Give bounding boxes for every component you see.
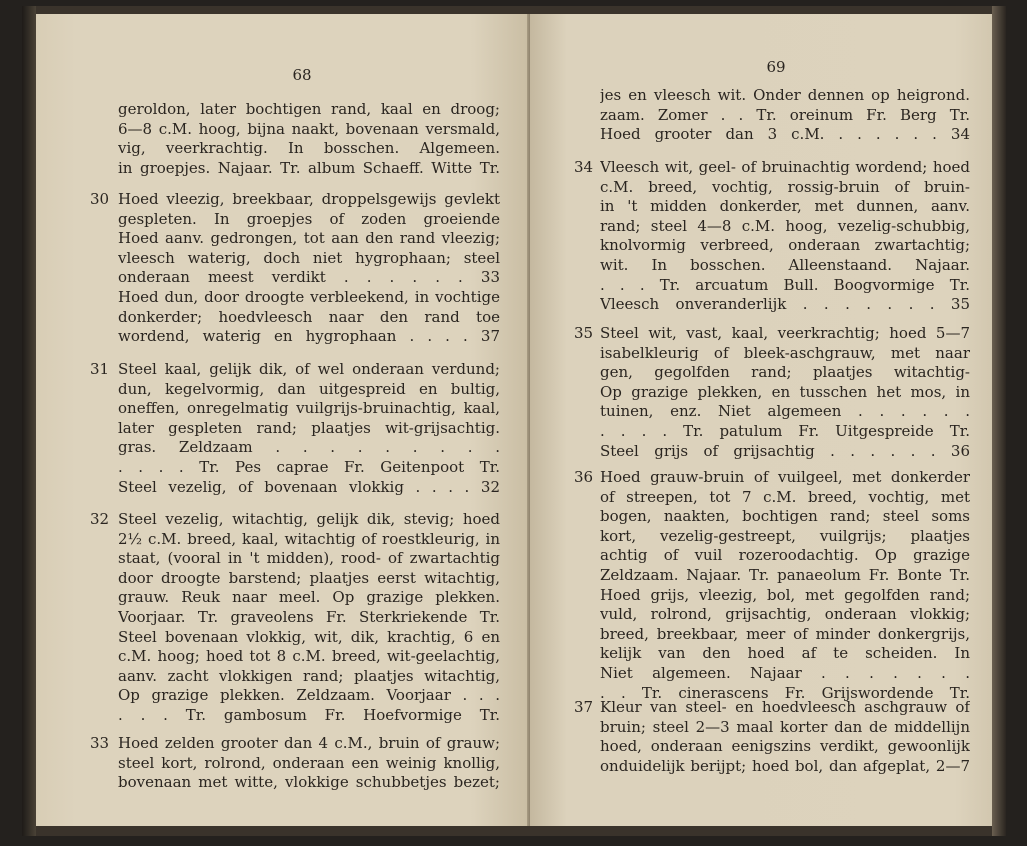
text-line: achtig of vuil rozeroodachtig. Op grazige	[600, 546, 970, 565]
text-line: gespleten. In groepjes of zoden groeiende	[118, 209, 500, 228]
text-line: donkerder; hoedvleesch naar den rand toe	[118, 307, 500, 326]
text-paragraph	[600, 86, 970, 145]
text-line: Steel bovenaan vlokkig, wit, dik, krachtig, 6 en	[118, 627, 500, 646]
text-line: . . . . Tr. Pes caprae Fr. Geitenpoot Tr.	[118, 457, 500, 476]
text-line: wordend, waterig en hygrophaan . . . . 37	[118, 327, 500, 346]
text-line: tuinen, enz. Niet algemeen . . . . . .	[600, 402, 970, 421]
text-line: Hoed vleezig, breekbaar, droppelsgewijs gevlekt	[118, 190, 500, 208]
text-line: kelijk van den hoed af te scheiden. In	[600, 644, 970, 663]
open-book	[22, 6, 1006, 836]
text-line: Hoed aanv. gedrongen, tot aan den rand vleezig;	[118, 229, 500, 248]
text-line: onduidelijk berijpt; hoed bol, dan afgeplat, 2—7	[600, 756, 970, 775]
text-line: 6—8 c.M. hoog, bijna naakt, bovenaan versmald,	[118, 119, 500, 138]
text-line: Hoed grijs, vleezig, bol, met gegolfden rand;	[600, 585, 970, 604]
text-line: grauw. Reuk naar meel. Op grazige plekken.	[118, 588, 500, 607]
text-paragraph	[600, 698, 970, 776]
text-line: jes en vleesch wit. Onder dennen op heigrond.	[600, 86, 970, 104]
text-line: gen, gegolfden rand; plaatjes witachtig-	[600, 363, 970, 382]
text-line: vuld, rolrond, grijsachtig, onderaan vlokkig;	[600, 605, 970, 624]
page-number: 68	[292, 66, 312, 84]
text-line: wit. In bosschen. Alleenstaand. Najaar.	[600, 255, 970, 274]
page-number: 69	[766, 58, 786, 76]
text-line: breed, breekbaar, meer of minder donkergrijs,	[600, 624, 970, 643]
text-line: knolvormig verbreed, onderaan zwartachtig;	[600, 236, 970, 255]
text-line: c.M. breed, vochtig, rossig-bruin of bruin-	[600, 177, 970, 196]
text-line: hoed, onderaan eenigszins verdikt, gewoonlijk	[600, 737, 970, 756]
text-line: later gespleten rand; plaatjes wit-grijsachtig.	[118, 418, 500, 437]
text-line: c.M. hoog; hoed tot 8 c.M. breed, wit-geelachtig,	[118, 647, 500, 666]
right-page	[530, 14, 992, 826]
text-line: of streepen, tot 7 c.M. breed, vochtig, met	[600, 487, 970, 506]
text-line: Steel vezelig, of bovenaan vlokkig . . . . 32	[118, 477, 500, 496]
text-line: gras. Zeldzaam . . . . . . . . .	[118, 438, 500, 457]
text-line: Hoed zelden grooter dan 4 c.M., bruin of grauw;	[118, 734, 500, 752]
text-paragraph	[118, 510, 500, 726]
text-line: vleesch waterig, doch niet hygrophaan; steel	[118, 248, 500, 267]
text-line: bogen, naakten, bochtigen rand; steel soms	[600, 507, 970, 526]
text-line: rand; steel 4—8 c.M. hoog, vezelig-schubbig,	[600, 216, 970, 235]
text-line: door droogte barstend; plaatjes eerst witachtig,	[118, 568, 500, 587]
entry-number: 33	[90, 734, 110, 752]
book-cover-edge-left	[22, 6, 36, 836]
text-line: oneffen, onregelmatig vuilgrijs-bruinachtig, kaal,	[118, 399, 500, 418]
text-line: Zeldzaam. Najaar. Tr. panaeolum Fr. Bonte Tr.	[600, 565, 970, 584]
text-line: in groepjes. Najaar. Tr. album Schaeff. Witte Tr.	[118, 158, 500, 177]
left-page	[36, 14, 530, 826]
text-line: in 't midden donkerder, met dunnen, aanv.	[600, 197, 970, 216]
book-cover-edge-right	[992, 6, 1006, 836]
text-line: dun, kegelvormig, dan uitgespreid en bultig,	[118, 379, 500, 398]
text-paragraph	[600, 158, 970, 315]
text-line: Hoed grooter dan 3 c.M. . . . . . . 34	[600, 125, 970, 144]
text-line: staat, (vooral in 't midden), rood- of zwartachtig	[118, 549, 500, 568]
text-line: bovenaan met witte, vlokkige schubbetjes bezet;	[118, 773, 500, 792]
entry-number: 36	[574, 468, 594, 486]
text-line: Steel grijs of grijsachtig . . . . . . 36	[600, 441, 970, 460]
entry-number: 35	[574, 324, 594, 342]
text-line: Steel kaal, gelijk dik, of wel onderaan verdund;	[118, 360, 500, 378]
entry-number: 37	[574, 698, 594, 716]
text-line: kort, vezelig-gestreept, vuilgrijs; plaatjes	[600, 526, 970, 545]
text-paragraph	[118, 100, 500, 178]
text-line: . . . Tr. arcuatum Bull. Boogvormige Tr.	[600, 275, 970, 294]
entry-number: 30	[90, 190, 110, 208]
text-line: Steel wit, vast, kaal, veerkrachtig; hoed 5—7	[600, 324, 970, 342]
text-paragraph	[118, 734, 500, 793]
text-line: . . . Tr. gambosum Fr. Hoefvormige Tr.	[118, 705, 500, 724]
text-line: . . Tr. cinerascens Fr. Grijswordende Tr.	[600, 683, 970, 702]
entry-number: 31	[90, 360, 110, 378]
text-line: Op grazige plekken, en tusschen het mos, in	[600, 382, 970, 401]
text-line: vig, veerkrachtig. In bosschen. Algemeen.	[118, 139, 500, 158]
text-line: Vleesch wit, geel- of bruinachtig wordend; hoed	[600, 158, 970, 176]
entry-number: 32	[90, 510, 110, 528]
text-line: Op grazige plekken. Zeldzaam. Voorjaar . . .	[118, 686, 500, 705]
text-line: . . . . Tr. patulum Fr. Uitgespreide Tr.	[600, 421, 970, 440]
text-line: isabelkleurig of bleek-aschgrauw, met naar	[600, 343, 970, 362]
entry-number: 34	[574, 158, 594, 176]
text-paragraph	[118, 190, 500, 347]
text-line: Kleur van steel- en hoedvleesch aschgrauw of	[600, 698, 970, 716]
text-line: Niet algemeen. Najaar . . . . . . .	[600, 663, 970, 682]
text-line: Voorjaar. Tr. graveolens Fr. Sterkriekende Tr.	[118, 607, 500, 626]
text-line: steel kort, rolrond, onderaan een weinig knollig,	[118, 753, 500, 772]
text-paragraph	[118, 360, 500, 497]
text-line: 2½ c.M. breed, kaal, witachtig of roestkleurig, in	[118, 529, 500, 548]
text-line: Steel vezelig, witachtig, gelijk dik, stevig; hoed	[118, 510, 500, 528]
text-line: aanv. zacht vlokkigen rand; plaatjes witachtig,	[118, 666, 500, 685]
text-line: geroldon, later bochtigen rand, kaal en droog;	[118, 100, 500, 118]
text-paragraph	[600, 324, 970, 461]
text-line: Hoed dun, door droogte verbleekend, in vochtige	[118, 287, 500, 306]
text-line: Vleesch onveranderlijk . . . . . . . 35	[600, 295, 970, 314]
text-line: onderaan meest verdikt . . . . . . 33	[118, 268, 500, 287]
text-paragraph	[600, 468, 970, 703]
text-line: zaam. Zomer . . Tr. oreinum Fr. Berg Tr.	[600, 105, 970, 124]
text-line: Hoed grauw-bruin of vuilgeel, met donkerder	[600, 468, 970, 486]
text-line: bruin; steel 2—3 maal korter dan de middellijn	[600, 717, 970, 736]
